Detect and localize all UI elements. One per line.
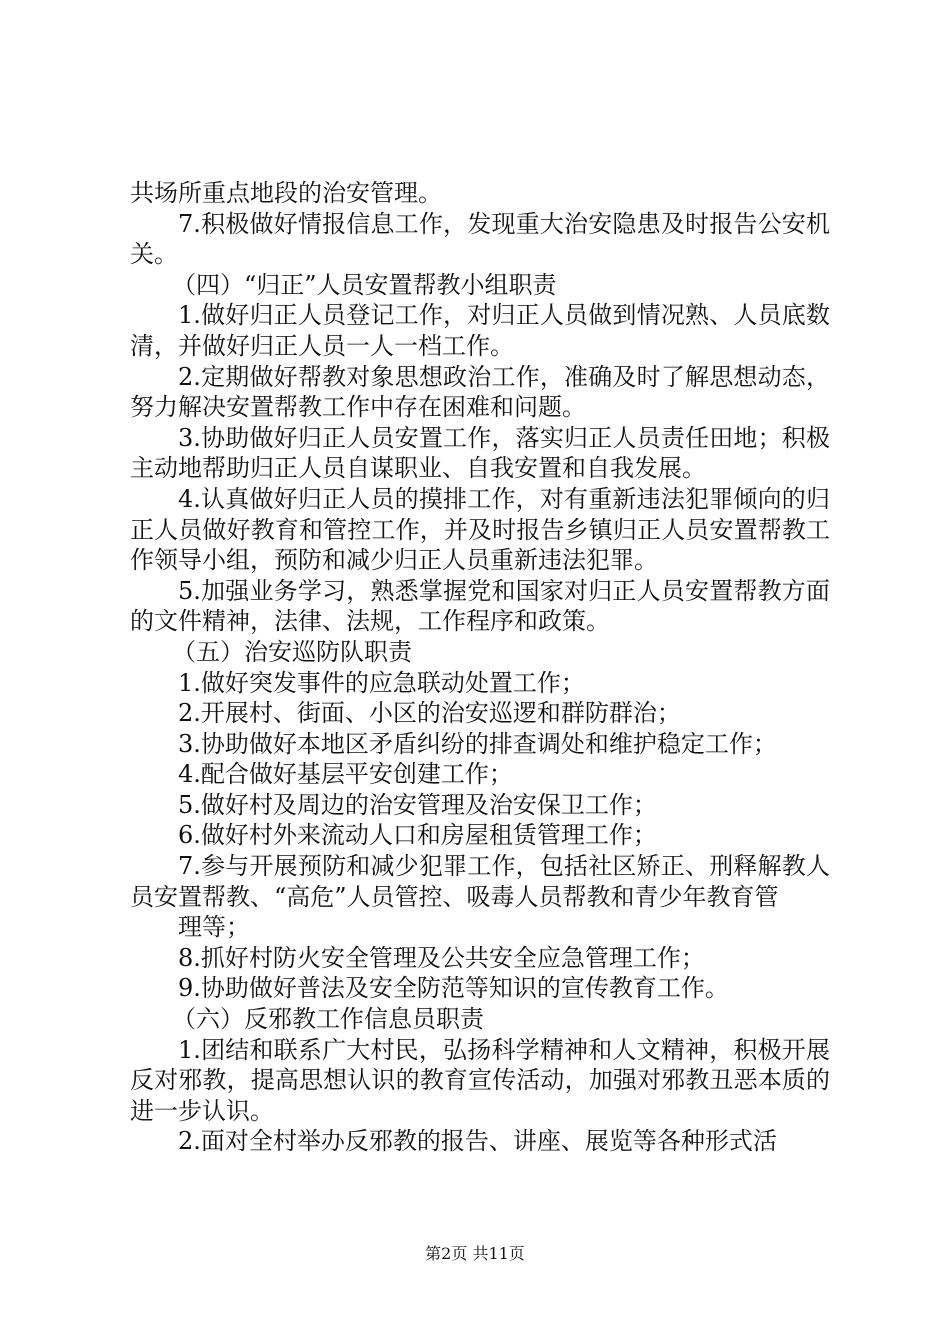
paragraph: 2.定期做好帮教对象思想政治工作，准确及时了解思想动态，努力解决安置帮教工作中存在困难和问题。 [130,362,830,422]
paragraph: 3.协助做好本地区矛盾纠纷的排查调处和维护稳定工作； [178,729,777,758]
paragraph: 6.做好村外来流动人口和房屋租赁管理工作； [178,821,657,850]
section-heading: （六）反邪教工作信息员职责 [172,1005,484,1034]
section-heading: （四）“归正”人员安置帮教小组职责 [172,270,557,299]
paragraph: 8.抓好村防火安全管理及公共安全应急管理工作； [178,943,705,972]
paragraph: 7.参与开展预防和减少犯罪工作，包括社区矫正、刑释解教人员安置帮教、“高危”人员管控、吸毒人员帮教和青少年教育管 [130,852,830,911]
paragraph: 4.认真做好归正人员的摸排工作，对有重新违法犯罪倾向的归正人员做好教育和管控工作，并及时报告乡镇归正人员安置帮教工作领导小组，预防和减少归正人员重新违法犯罪。 [130,484,830,575]
paragraph: 3.协助做好归正人员安置工作，落实归正人员责任田地；积极主动地帮助归正人员自谋职业、自我安置和自我发展。 [130,423,830,483]
paragraph: 1.做好归正人员登记工作，对归正人员做到情况熟、人员底数清，并做好归正人员一人一档工作。 [130,301,830,360]
page-footer: 第2页 共11页 [425,1244,525,1263]
paragraph: 5.做好村及周边的治安管理及治安保卫工作； [178,790,657,819]
paragraph: 2.面对全村举办反邪教的报告、讲座、展览等各种形式活 [178,1127,777,1156]
paragraph: 5.加强业务学习，熟悉掌握党和国家对归正人员安置帮教方面的文件精神，法律、法规，工作程序和政策。 [130,576,830,636]
paragraph: 共场所重点地段的治安管理。 [130,179,442,207]
paragraph: 2.开展村、街面、小区的治安巡逻和群防群治； [178,699,681,728]
paragraph: 理等； [178,913,250,942]
paragraph: 1.团结和联系广大村民，弘扬科学精神和人文精神，积极开展反对邪教，提高思想认识的教育宣传活动，加强对邪教丑恶本质的进一步认识。 [130,1035,830,1125]
paragraph: 4.配合做好基层平安创建工作； [178,760,513,789]
document-body [130,178,830,1157]
paragraph: 9.协助做好普法及安全防范等知识的宣传教育工作。 [178,974,729,1003]
paragraph: 1.做好突发事件的应急联动处置工作； [178,668,585,697]
paragraph: 7.积极做好情报信息工作，发现重大治安隐患及时报告公安机关。 [130,209,830,269]
section-heading: （五）治安巡防队职责 [172,637,412,666]
